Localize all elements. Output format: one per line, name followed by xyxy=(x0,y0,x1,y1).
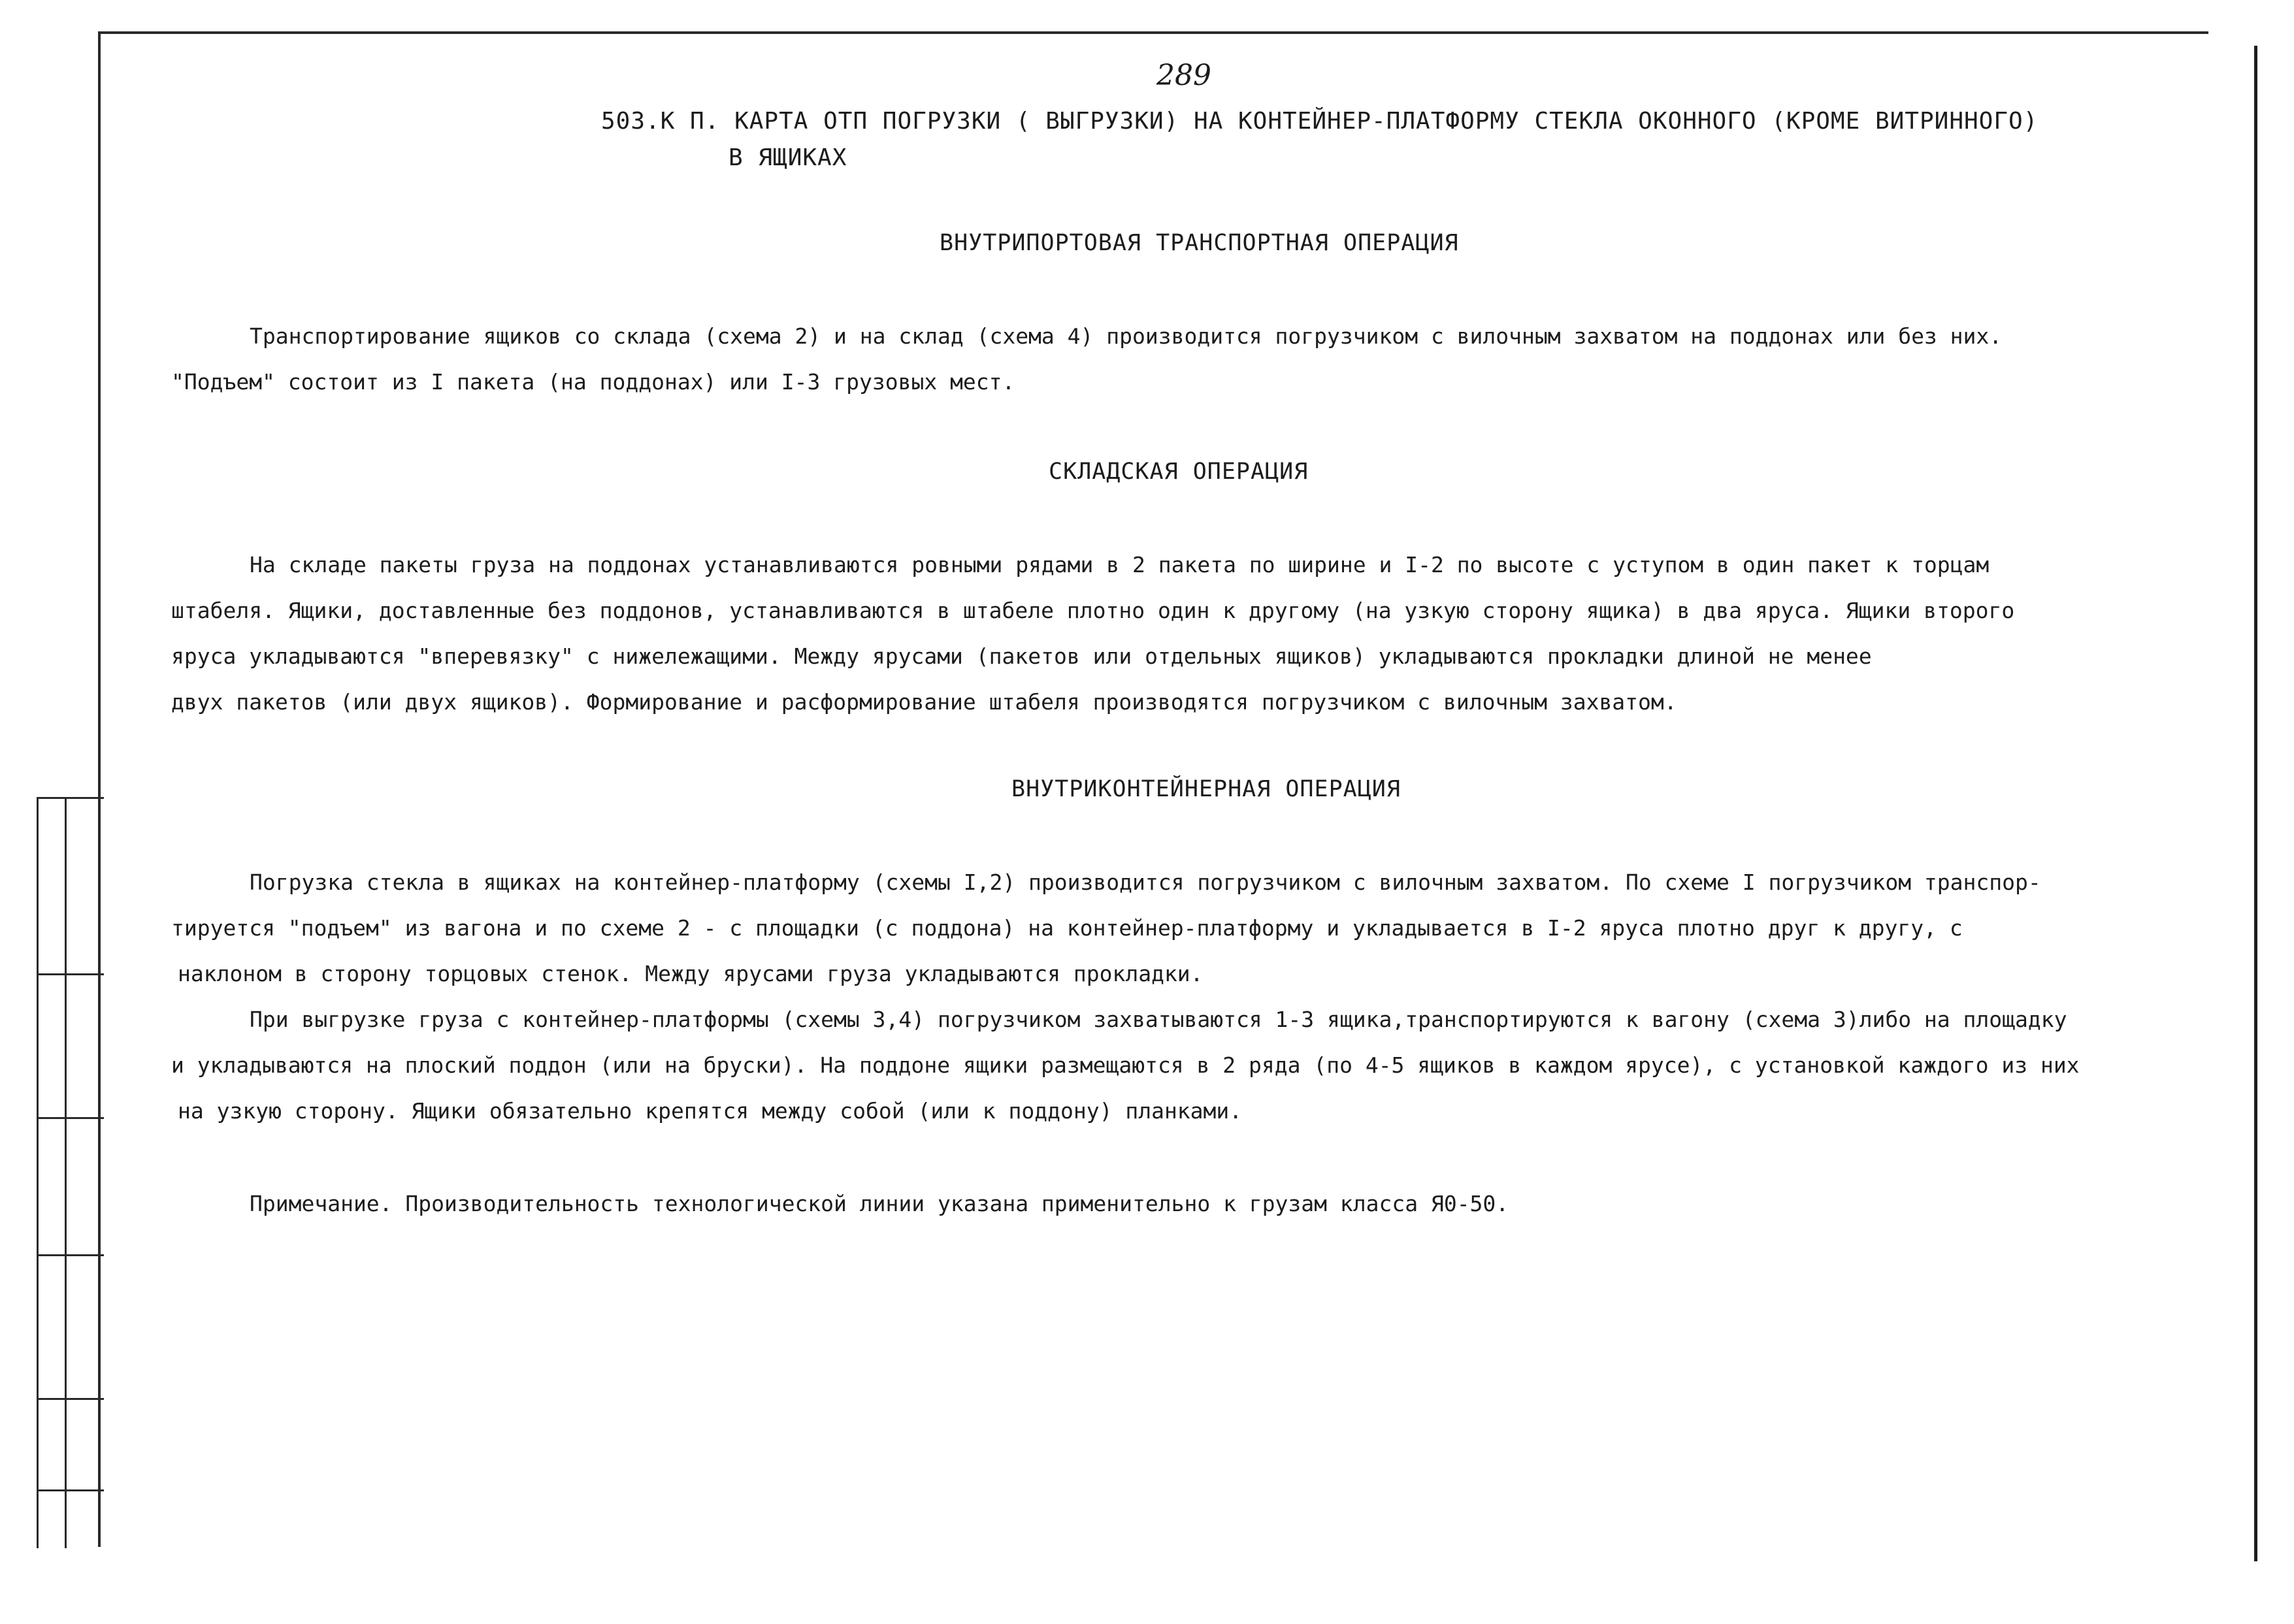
title-line-1: 503.К П. КАРТА ОТП ПОГРУЗКИ ( ВЫГРУЗКИ) НА КОНТЕЙНЕР-ПЛАТФОРМУ СТЕКЛА ОКОННОГО (КРОМЕ ВИТРИННОГО) xyxy=(601,108,2039,135)
page-title xyxy=(601,103,2038,176)
text-line: При выгрузке груза с контейнер-платформы (схемы 3,4) погрузчиком захватываются 1-3 ящика,транспортируются к вагону (схема 3)либо на площадку xyxy=(250,1007,2067,1032)
title-line-2: В ЯЩИКАХ xyxy=(729,144,847,171)
stamp-divider xyxy=(65,797,67,1548)
text-line: Погрузка стекла в ящиках на контейнер-платформу (схемы I,2) производится погрузчиком с вилочным захватом. По схеме I погрузчиком транспор- xyxy=(250,869,2041,895)
note xyxy=(171,1181,2236,1227)
text-line: и укладываются на плоский поддон (или на бруски). На поддоне ящики размещаются в 2 ряда (по 4-5 ящиков в каждом ярусе), с установкой каждого из них xyxy=(171,1052,2080,1078)
text-line: "Подъем" состоит из I пакета (на поддонах) или I-3 грузовых мест. xyxy=(171,369,1015,395)
heading-transport: ВНУТРИПОРТОВАЯ ТРАНСПОРТНАЯ ОПЕРАЦИЯ xyxy=(940,230,1459,256)
stamp-divider xyxy=(39,1489,104,1491)
binding-stamp xyxy=(37,797,104,1548)
paragraph-transport xyxy=(171,314,2236,405)
stamp-divider xyxy=(39,1254,104,1256)
frame-right-line xyxy=(2254,46,2257,1561)
text-line: штабеля. Ящики, доставленные без поддонов, устанавливаются в штабеле плотно один к другому (на узкую сторону ящика) в два яруса. Ящики второго xyxy=(171,598,2015,623)
stamp-divider xyxy=(39,1117,104,1119)
stamp-divider xyxy=(39,973,104,975)
heading-container: ВНУТРИКОНТЕЙНЕРНАЯ ОПЕРАЦИЯ xyxy=(1011,776,1401,802)
text-line: двух пакетов (или двух ящиков). Формирование и расформирование штабеля производятся погрузчиком с вилочным захватом. xyxy=(171,689,1677,715)
text-line: наклоном в сторону торцовых стенок. Между ярусами груза укладываются прокладки. xyxy=(178,961,1204,986)
page-number: 289 xyxy=(1156,59,1211,92)
text-line: На складе пакеты груза на поддонах устанавливаются ровными рядами в 2 пакета по ширине и I-2 по высоте с уступом в один пакет к торцам xyxy=(250,552,1990,577)
paragraph-container xyxy=(171,860,2236,1134)
text-line: яруса укладываются "вперевязку" с нижележащими. Между ярусами (пакетов или отдельных ящиков) укладываются прокладки длиной не менее xyxy=(171,643,1872,669)
text-line: тируется "подъем" из вагона и по схеме 2 - с площадки (с поддона) на контейнер-платформу и укладывается в I-2 яруса плотно друг к другу, с xyxy=(171,915,1963,941)
frame-top-line xyxy=(98,31,2208,34)
stamp-divider xyxy=(39,1398,104,1400)
note-text: Примечание. Производительность технологической линии указана применительно к грузам класса Я0-50. xyxy=(250,1191,1509,1216)
stamp-divider xyxy=(39,797,104,799)
heading-warehouse: СКЛАДСКАЯ ОПЕРАЦИЯ xyxy=(1049,459,1309,485)
paragraph-warehouse xyxy=(171,542,2236,725)
text-line: на узкую сторону. Ящики обязательно крепятся между собой (или к поддону) планками. xyxy=(178,1098,1243,1124)
text-line: Транспортирование ящиков со склада (схема 2) и на склад (схема 4) производится погрузчиком с вилочным захватом на поддонах или без них. xyxy=(250,323,2003,349)
